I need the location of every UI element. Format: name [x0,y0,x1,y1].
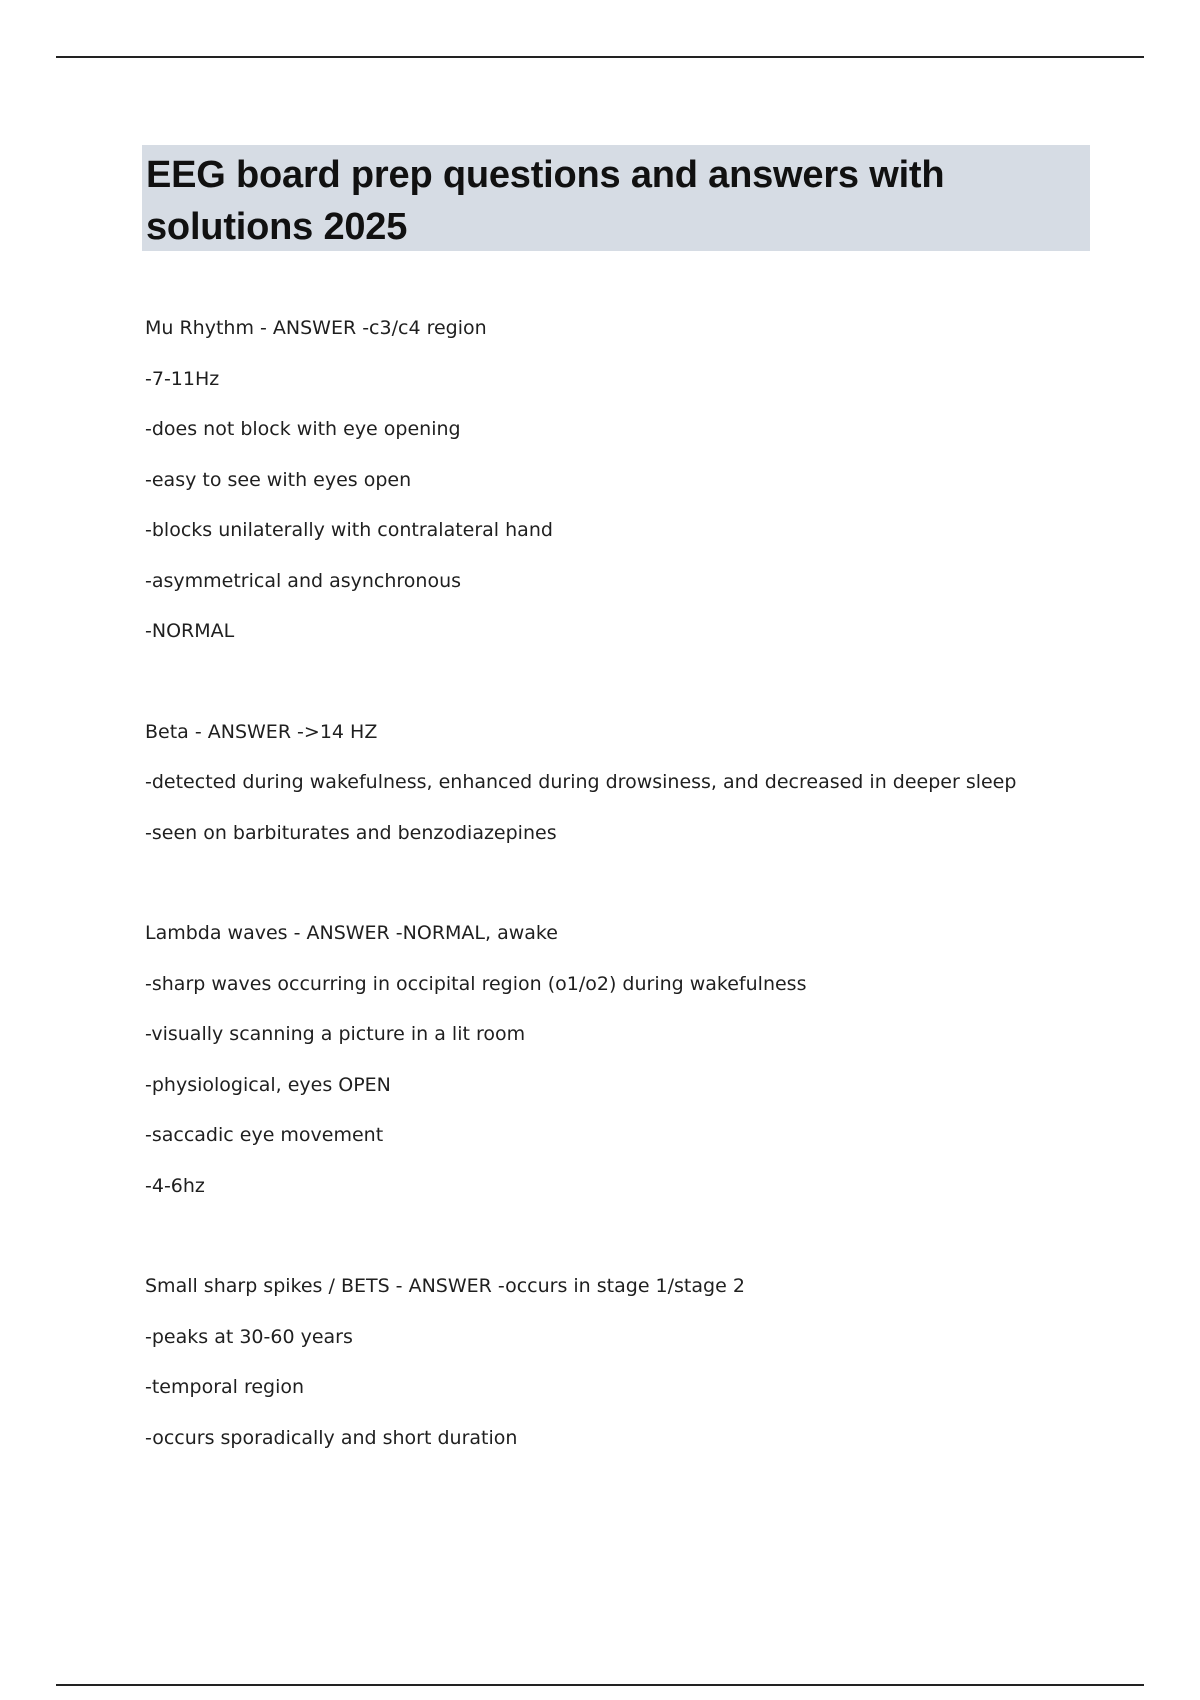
entry-line: -asymmetrical and asynchronous [145,569,462,592]
footer-rule [56,1684,1144,1686]
entry-line: -blocks unilaterally with contralateral hand [145,519,553,541]
entry-lambda-waves [145,908,1105,1211]
entry-line: -visually scanning a picture in a lit room [145,1023,526,1045]
entry-heading: Lambda waves - ANSWER -NORMAL, awake [145,922,558,944]
entry-line: -easy to see with eyes open [145,468,412,491]
entry-small-sharp-spikes [145,1261,1105,1463]
entry-heading: Mu Rhythm - ANSWER -c3/c4 region [145,317,487,339]
entry-line: -occurs sporadically and short duration [145,1426,518,1449]
header-rule [56,56,1144,58]
entry-heading: Beta - ANSWER ->14 HZ [145,720,378,743]
document-title: EEG board prep questions and answers with solutions 2025 [146,154,945,248]
entry-heading: Small sharp spikes / BETS - ANSWER -occurs in stage 1/stage 2 [145,1275,745,1297]
entry-line: -peaks at 30-60 years [145,1325,353,1348]
entry-line: -saccadic eye movement [145,1124,384,1146]
title-banner [142,145,1090,251]
entry-line: -7-11Hz [145,367,220,390]
entry-line: -sharp waves occurring in occipital region (o1/o2) during wakefulness [145,972,807,995]
entry-line: -NORMAL [145,620,235,642]
entry-beta [145,707,1105,859]
entry-line: -seen on barbiturates and benzodiazepines [145,821,557,844]
entry-line: -detected during wakefulness, enhanced during drowsiness, and decreased in deeper sleep [145,771,1017,793]
entry-line: -physiological, eyes OPEN [145,1073,391,1096]
entry-line: -does not block with eye opening [145,418,461,440]
entry-mu-rhythm [145,303,1105,657]
entry-line: -4-6hz [145,1174,205,1197]
document-body [145,303,1105,1513]
entry-line: -temporal region [145,1376,305,1398]
